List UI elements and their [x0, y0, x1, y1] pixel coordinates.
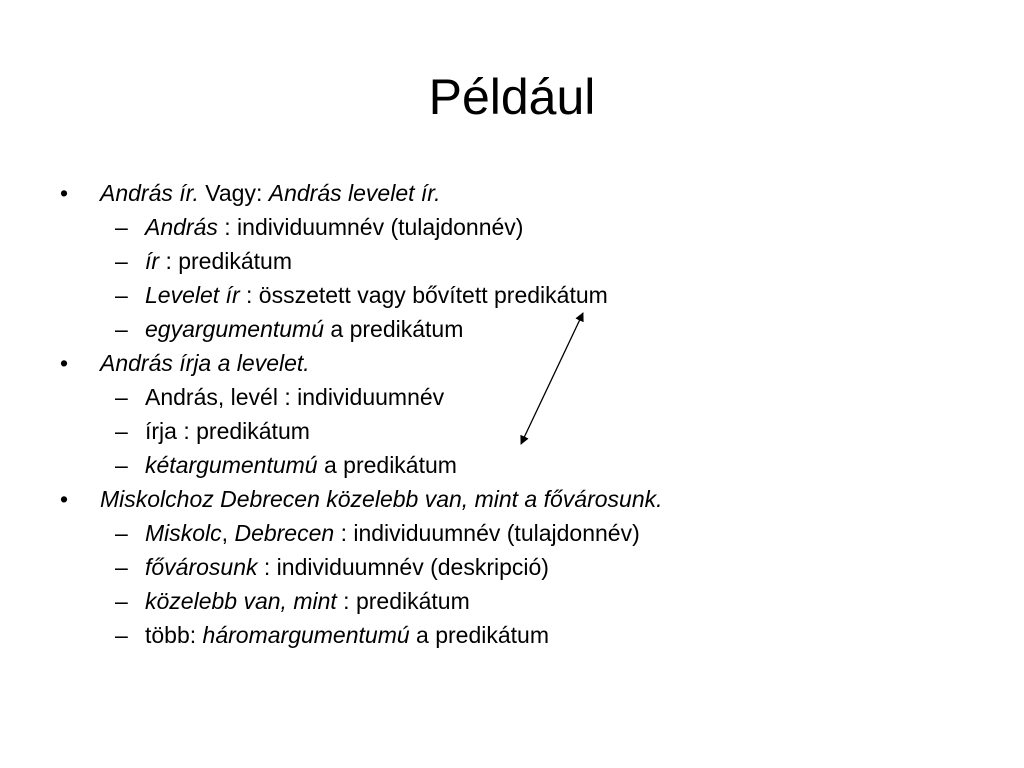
- sub-bullet-item: [58, 210, 998, 244]
- italic-text: ír: [145, 248, 160, 274]
- bullet-item: [58, 482, 998, 516]
- bullet-list: [58, 176, 998, 652]
- sub-bullet-item: [58, 278, 998, 312]
- text: a predikátum: [324, 316, 464, 342]
- text: : predikátum: [159, 248, 293, 274]
- bullet-icon: •: [60, 350, 69, 376]
- italic-text: Miskolchoz Debrecen közelebb van, mint a fővárosunk.: [100, 486, 663, 512]
- text: a predikátum: [317, 452, 457, 478]
- italic-text: kétargumentumú: [145, 452, 318, 478]
- text: Vagy:: [198, 180, 269, 206]
- dash-icon: –: [115, 418, 128, 444]
- dash-icon: –: [115, 622, 128, 648]
- sub-bullet-item: [58, 550, 998, 584]
- bullet-icon: •: [60, 486, 69, 512]
- dash-icon: –: [115, 214, 128, 240]
- sub-bullet-item: [58, 516, 998, 550]
- bullet-icon: •: [60, 180, 69, 206]
- dash-icon: –: [115, 282, 128, 308]
- dash-icon: –: [115, 384, 128, 410]
- text: : individuumnév (deskripció): [257, 554, 549, 580]
- dash-icon: –: [115, 520, 128, 546]
- italic-text: András levelet ír.: [268, 180, 441, 206]
- dash-icon: –: [115, 316, 128, 342]
- italic-text: fővárosunk: [145, 554, 258, 580]
- italic-text: Levelet ír: [145, 282, 240, 308]
- bullet-item: [58, 346, 998, 380]
- italic-text: közelebb van, mint: [145, 588, 337, 614]
- italic-text: háromargumentumú: [202, 622, 410, 648]
- text: több:: [145, 622, 203, 648]
- italic-text: András ír.: [100, 180, 199, 206]
- bullet-item: [58, 176, 998, 210]
- text: a predikátum: [409, 622, 550, 648]
- sub-bullet-item: [58, 244, 998, 278]
- italic-text: egyargumentumú: [145, 316, 324, 342]
- dash-icon: –: [115, 452, 128, 478]
- italic-text: Debrecen: [234, 520, 335, 546]
- text: : predikátum: [336, 588, 470, 614]
- sub-bullet-item: [58, 448, 998, 482]
- text: ,: [221, 520, 235, 546]
- italic-text: András: [145, 214, 218, 240]
- dash-icon: –: [115, 554, 128, 580]
- text: : individuumnév (tulajdonnév): [334, 520, 640, 546]
- italic-text: Miskolc: [145, 520, 222, 546]
- text: András, levél : individuumnév: [145, 384, 445, 410]
- dash-icon: –: [115, 248, 128, 274]
- sub-bullet-item: [58, 584, 998, 618]
- italic-text: András írja a levelet.: [100, 350, 310, 376]
- text: : összetett vagy bővített predikátum: [239, 282, 608, 308]
- sub-bullet-item: [58, 414, 998, 448]
- slide-title: Például: [428, 69, 596, 125]
- sub-bullet-item: [58, 312, 998, 346]
- sub-bullet-item: [58, 380, 998, 414]
- text: : individuumnév (tulajdonnév): [217, 214, 524, 240]
- dash-icon: –: [115, 588, 128, 614]
- sub-bullet-item: [58, 618, 998, 652]
- text: írja : predikátum: [145, 418, 310, 444]
